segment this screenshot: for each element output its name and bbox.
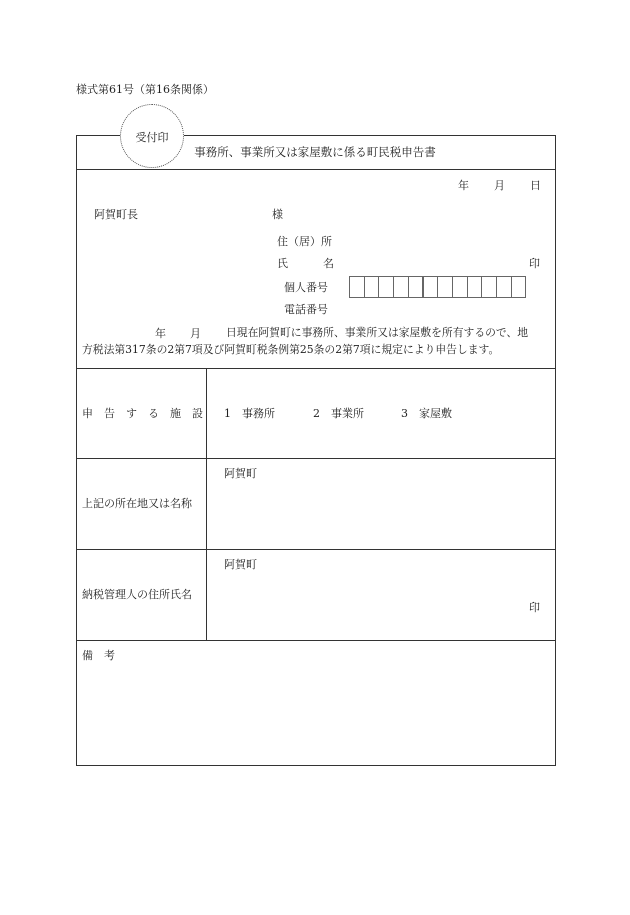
personal-number-digit-box[interactable]: [349, 276, 365, 298]
location-label: 上記の所在地又は名称: [82, 497, 192, 510]
title-divider: [76, 169, 556, 170]
declaration-line-1: 日現在阿賀町に事務所、事業所又は家屋敷を所有するので、地: [226, 326, 529, 339]
facility-divider: [76, 458, 556, 459]
date-month: 月: [494, 179, 505, 192]
honorific: 様: [272, 208, 283, 221]
personal-number-digit-box[interactable]: [408, 276, 424, 298]
personal-number-digit-box[interactable]: [511, 276, 527, 298]
location-divider: [76, 549, 556, 550]
date-day: 日: [530, 179, 541, 192]
address-label: 住（居）所: [277, 235, 332, 248]
name-label-second: 名: [323, 257, 334, 270]
label-column-divider: [206, 368, 207, 640]
personal-number-digit-box[interactable]: [364, 276, 380, 298]
location-prefix: 阿賀町: [224, 467, 257, 480]
personal-number-digit-box[interactable]: [393, 276, 409, 298]
header-divider: [76, 368, 556, 369]
form-title: 事務所、事業所又は家屋敷に係る町民税申告書: [194, 145, 436, 159]
name-label-first: 氏: [277, 257, 288, 270]
facility-option-business[interactable]: 2 事業所: [313, 407, 364, 420]
administrator-divider: [76, 640, 556, 641]
declaration-line-2: 方税法第317条の2第7項及び阿賀町税条例第25条の2第7項に規定により申告します。: [82, 343, 500, 356]
applicant-seal-mark: 印: [529, 257, 540, 270]
remarks-label: 備 考: [82, 649, 115, 662]
personal-number-digit-box[interactable]: [467, 276, 483, 298]
personal-number-digit-box[interactable]: [452, 276, 468, 298]
personal-number-digit-box[interactable]: [481, 276, 497, 298]
facility-option-office[interactable]: 1 事務所: [224, 407, 275, 420]
personal-number-digit-box[interactable]: [378, 276, 394, 298]
personal-number-digit-box[interactable]: [437, 276, 453, 298]
declaration-month: 月: [190, 327, 201, 340]
facility-label: 申 告 す る 施 設: [82, 407, 203, 420]
phone-label: 電話番号: [284, 303, 328, 316]
form-number: 様式第61号（第16条関係）: [76, 83, 214, 96]
declaration-year: 年: [155, 327, 166, 340]
stamp-label: 受付印: [135, 131, 169, 144]
personal-number-digit-box[interactable]: [496, 276, 512, 298]
date-year: 年: [458, 179, 469, 192]
personal-number-label: 個人番号: [284, 281, 328, 294]
form-frame: [76, 135, 556, 766]
administrator-label: 納税管理人の住所氏名: [82, 588, 192, 601]
addressee: 阿賀町長: [94, 208, 138, 221]
personal-number-digit-box[interactable]: [423, 276, 439, 298]
facility-option-residence[interactable]: 3 家屋敷: [401, 407, 452, 420]
administrator-seal-mark: 印: [529, 601, 540, 614]
administrator-prefix: 阿賀町: [224, 558, 257, 571]
